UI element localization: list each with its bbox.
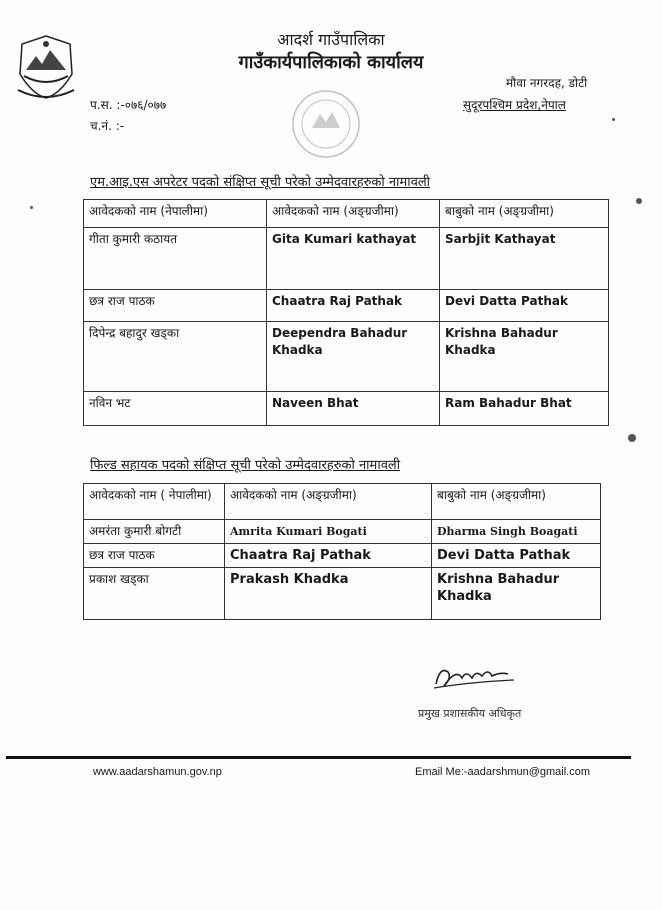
column-header: आवेदकको नाम (नेपालीमा)	[84, 200, 267, 228]
dispatch-number: च.नं. :-	[90, 119, 125, 133]
table-cell: Chaatra Raj Pathak	[267, 290, 440, 322]
footer-divider	[6, 756, 631, 759]
reference-number: प.स. :-०७६/०७७	[90, 98, 167, 112]
section1-heading: एम.आइ.एस अपरेटर पदको संक्षिप्त सूची परेको उम्मेदवारहरुको नामावली	[90, 175, 431, 190]
table-cell: Dharma Singh Boagati	[432, 520, 601, 544]
table-row	[84, 568, 601, 620]
table-cell: Krishna Bahadur Khadka	[440, 322, 609, 392]
table-cell: प्रकाश खड्का	[84, 568, 225, 620]
table-cell: गीता कुमारी कठायत	[84, 228, 267, 290]
table-cell: Gita Kumari kathayat	[267, 228, 440, 290]
column-header: आवेदकको नाम ( नेपालीमा)	[84, 484, 225, 520]
table-cell: Prakash Khadka	[225, 568, 432, 620]
table-cell: नविन भट	[84, 392, 267, 426]
table-row	[84, 392, 609, 426]
scan-speck	[30, 206, 33, 209]
address-line-1: मौवा नगरदह, डोटी	[506, 76, 588, 90]
section1-table	[83, 199, 609, 426]
signature-icon	[430, 658, 520, 694]
office-seal-icon	[290, 88, 362, 160]
table-cell: Devi Datta Pathak	[440, 290, 609, 322]
scan-speck	[636, 198, 642, 204]
table-cell: दिपेन्द्र बहादुर खड्का	[84, 322, 267, 392]
table-row	[84, 544, 601, 568]
section2-heading: फिल्ड सहायक पदको संक्षिप्त सूची परेको उम्मेदवारहरुको नामावली	[90, 458, 401, 473]
column-header: बाबुको नाम (अङ्ग्रजीमा)	[440, 200, 609, 228]
table-cell: Krishna Bahadur Khadka	[432, 568, 601, 620]
table-header-row	[84, 200, 609, 228]
column-header: बाबुको नाम (अङ्ग्रजीमा)	[432, 484, 601, 520]
address-line-2: सुदूरपश्चिम प्रदेश,नेपाल	[463, 98, 566, 112]
table-cell: Devi Datta Pathak	[432, 544, 601, 568]
table-cell: छत्र राज पाठक	[84, 290, 267, 322]
organization-name: आदर्श गाउँपालिका	[277, 30, 385, 49]
office-title: गाउँकार्यपालिकाको कार्यालय	[238, 52, 424, 73]
email-address[interactable]: Email Me:-aadarshmun@gmail.com	[415, 766, 591, 778]
website-link[interactable]: www.aadarshamun.gov.np	[93, 766, 222, 778]
table-header-row	[84, 484, 601, 520]
table-cell: Chaatra Raj Pathak	[225, 544, 432, 568]
scan-speck	[628, 434, 636, 442]
section2-table	[83, 483, 601, 620]
table-cell: छत्र राज पाठक	[84, 544, 225, 568]
table-cell: Ram Bahadur Bhat	[440, 392, 609, 426]
signatory-title: प्रमुख प्रशासकीय अधिकृत	[418, 707, 522, 720]
table-cell: Amrita Kumari Bogati	[225, 520, 432, 544]
table-cell: Naveen Bhat	[267, 392, 440, 426]
column-header: आवेदकको नाम (अङ्ग्रजीमा)	[225, 484, 432, 520]
table-row	[84, 228, 609, 290]
table-cell: Sarbjit Kathayat	[440, 228, 609, 290]
table-cell: अमरंता कुमारी बोगटी	[84, 520, 225, 544]
scan-speck	[612, 118, 615, 121]
table-row	[84, 290, 609, 322]
column-header: आवेदकको नाम (अङ्ग्रजीमा)	[267, 200, 440, 228]
table-cell: Deependra Bahadur Khadka	[267, 322, 440, 392]
table-row	[84, 520, 601, 544]
table-row	[84, 322, 609, 392]
